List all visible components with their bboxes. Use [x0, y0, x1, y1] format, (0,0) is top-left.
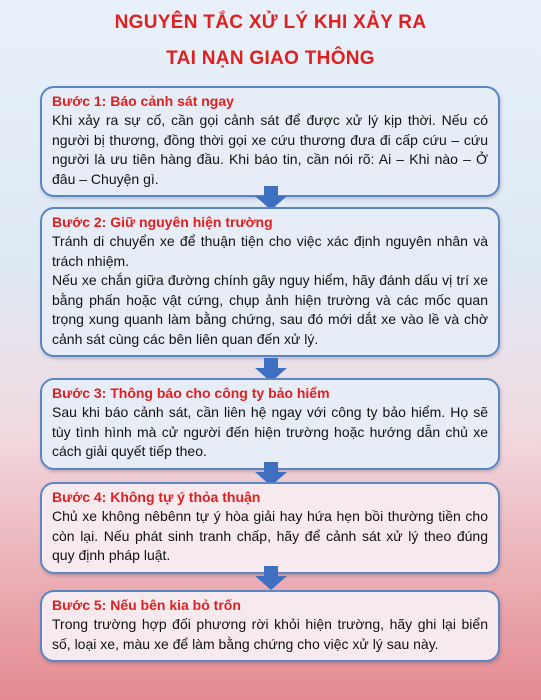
step-4-heading: Bước 4: Không tự ý thỏa thuận	[52, 489, 261, 505]
step-4-box	[40, 482, 500, 574]
down-arrow-icon	[254, 566, 288, 590]
step-1-text: Khi xảy ra sự cố, cần gọi cảnh sát để được xử lý kịp thời. Nếu có người bị thương, đồng thời gọi xe cứu thương đưa đi cấp cứu – cứu người là ưu tiên hàng đầu. Khi báo tin, cần nói rõ: Ai – Khi nào – Ở đâu – Chuyện gì.	[52, 112, 488, 187]
step-1-box	[40, 86, 500, 197]
title-line-1: NGUYÊN TẮC XỬ LÝ KHI XẢY RA	[114, 12, 427, 33]
step-5-heading: Bước 5: Nếu bên kia bỏ trốn	[52, 597, 241, 613]
step-5-text: Trong trường hợp đối phương rời khỏi hiện trường, hãy ghi lại biển số, loại xe, màu xe để làm bằng chứng cho việc xử lý sau này.	[52, 616, 488, 652]
step-2-text-2: Nếu xe chắn giữa đường chính gây nguy hiểm, hãy đánh dấu vị trí xe bằng phấn hoặc vật cứng, chụp ảnh hiện trường và các mốc quan trọng xung quanh làm bằng chứng, sau đó mới dắt xe vào lề và chờ cảnh sát cùng các bên liên quan đến xử lý.	[52, 272, 488, 347]
step-1-heading: Bước 1: Báo cảnh sát ngay	[52, 93, 234, 109]
step-3-heading: Bước 3: Thông báo cho công ty bảo hiểm	[52, 385, 330, 401]
title-line-2: TAI NẠN GIAO THÔNG	[166, 48, 375, 69]
step-3-text: Sau khi báo cảnh sát, cần liên hệ ngay với công ty bảo hiểm. Họ sẽ tùy tình hình mà cử người đến hiện trường hoặc hướng dẫn chủ xe cách giải quyết tiếp theo.	[52, 404, 488, 459]
step-5-box	[40, 590, 500, 662]
step-2-heading: Bước 2: Giữ nguyên hiện trường	[52, 214, 273, 230]
step-2-text-1: Tránh di chuyển xe để thuận tiện cho việc xác định nguyên nhân và trách nhiệm.	[52, 233, 488, 269]
step-4-text: Chủ xe không nêbênn tự ý hòa giải hay hứa hẹn bồi thường tiền cho còn lại. Nếu phát sinh tranh chấp, hãy để cảnh sát xử lý theo đúng quy định pháp luật.	[52, 508, 488, 563]
step-2-box	[40, 207, 500, 357]
step-3-box	[40, 378, 500, 470]
